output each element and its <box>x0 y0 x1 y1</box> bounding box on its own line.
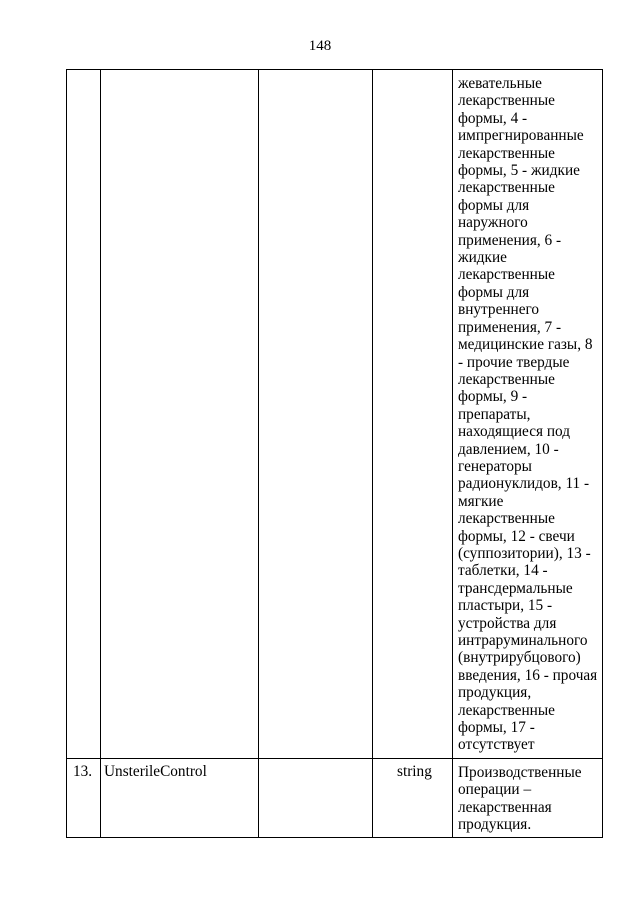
field-name-cell <box>101 70 259 759</box>
field-name-cell: UnsterileControl <box>101 758 259 838</box>
row-number-cell: 13. <box>67 758 101 838</box>
description-cell: Производственные операции – лекарственная продукция. <box>453 758 603 838</box>
empty-cell <box>259 70 373 759</box>
table-row <box>67 758 603 838</box>
type-cell <box>373 70 453 759</box>
empty-cell <box>259 758 373 838</box>
description-cell: жевательные лекарственные формы, 4 - импрегнированные лекарственные формы, 5 - жидкие лекарственные формы для наружного применения, 6 - жидкие лекарственные формы для внутреннего применения, 7 - медицинские газы, 8 - прочие твердые лекарственные формы, 9 - препараты, находящиеся под давлением, 10 - генераторы радионуклидов, 11 - мягкие лекарственные формы, 12 - свечи (суппозитории), 13 - таблетки, 14 - трансдермальные пластыри, 15 - устройства для интраруминального (внутрирубцового) введения, 16 - прочая продукция, лекарственные формы, 17 - отсутствует <box>453 70 603 759</box>
row-number-cell <box>67 70 101 759</box>
type-cell: string <box>373 758 453 838</box>
page-number: 148 <box>308 38 332 54</box>
spec-table <box>66 69 603 838</box>
table-row <box>67 70 603 759</box>
